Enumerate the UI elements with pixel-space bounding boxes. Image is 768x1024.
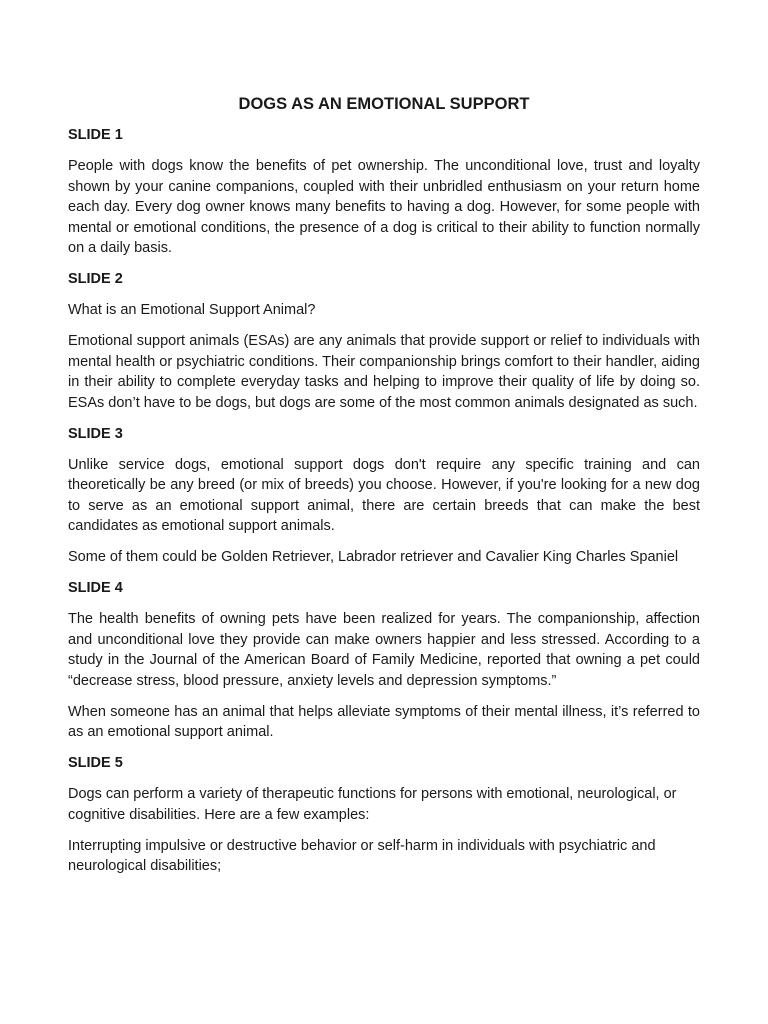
slide-heading: SLIDE 5	[68, 755, 123, 771]
paragraph: Unlike service dogs, emotional support dogs don't require any specific training and can theoretically be any breed (or mix of breeds) you choose. However, if you're looking for a new dog to serve as an emotional support animal, there are certain breeds that can make the best candidates as emotional support animals.	[68, 456, 700, 534]
paragraph: People with dogs know the benefits of pet ownership. The unconditional love, trust and loyalty shown by your canine companions, coupled with their unbridled enthusiasm on your return home each day. Every dog owner knows many benefits to having a dog. However, for some people with mental or emotional conditions, the presence of a dog is critical to their ability to function normally on a daily basis.	[68, 158, 700, 256]
slide-section-1	[68, 125, 700, 259]
paragraph: Emotional support animals (ESAs) are any animals that provide support or relief to individuals with mental health or psychiatric conditions. Their companionship brings comfort to their handler, aiding in their ability to complete everyday tasks and helping to improve their quality of life by doing so. ESAs don’t have to be dogs, but dogs are some of the most common animals designated as such.	[68, 333, 700, 411]
paragraph: Interrupting impulsive or destructive behavior or self-harm in individuals with psychiatric and neurological disabilities;	[68, 837, 656, 874]
paragraph: The health benefits of owning pets have been realized for years. The companionship, affection and unconditional love they provide can make owners happier and less stressed. According to a study in the Journal of the American Board of Family Medicine, reported that owning a pet could “decrease stress, blood pressure, anxiety levels and depression symptoms.”	[68, 611, 700, 689]
document-title: DOGS AS AN EMOTIONAL SUPPORT	[238, 95, 530, 113]
slide-section-3	[68, 424, 700, 568]
slide-heading: SLIDE 1	[68, 127, 123, 143]
paragraph: Some of them could be Golden Retriever, Labrador retriever and Cavalier King Charles Spaniel	[68, 549, 679, 565]
paragraph: What is an Emotional Support Animal?	[68, 302, 316, 318]
slide-heading: SLIDE 3	[68, 425, 123, 442]
paragraph: Dogs can perform a variety of therapeutic functions for persons with emotional, neurological, or cognitive disabilities. Here are a few examples:	[68, 786, 677, 823]
slide-section-2	[68, 269, 700, 413]
slide-heading: SLIDE 2	[68, 271, 123, 287]
paragraph: When someone has an animal that helps alleviate symptoms of their mental illness, it’s referred to as an emotional support animal.	[68, 703, 700, 740]
slide-heading: SLIDE 4	[68, 580, 123, 596]
slide-section-5	[68, 753, 700, 877]
slide-section-4	[68, 578, 700, 743]
